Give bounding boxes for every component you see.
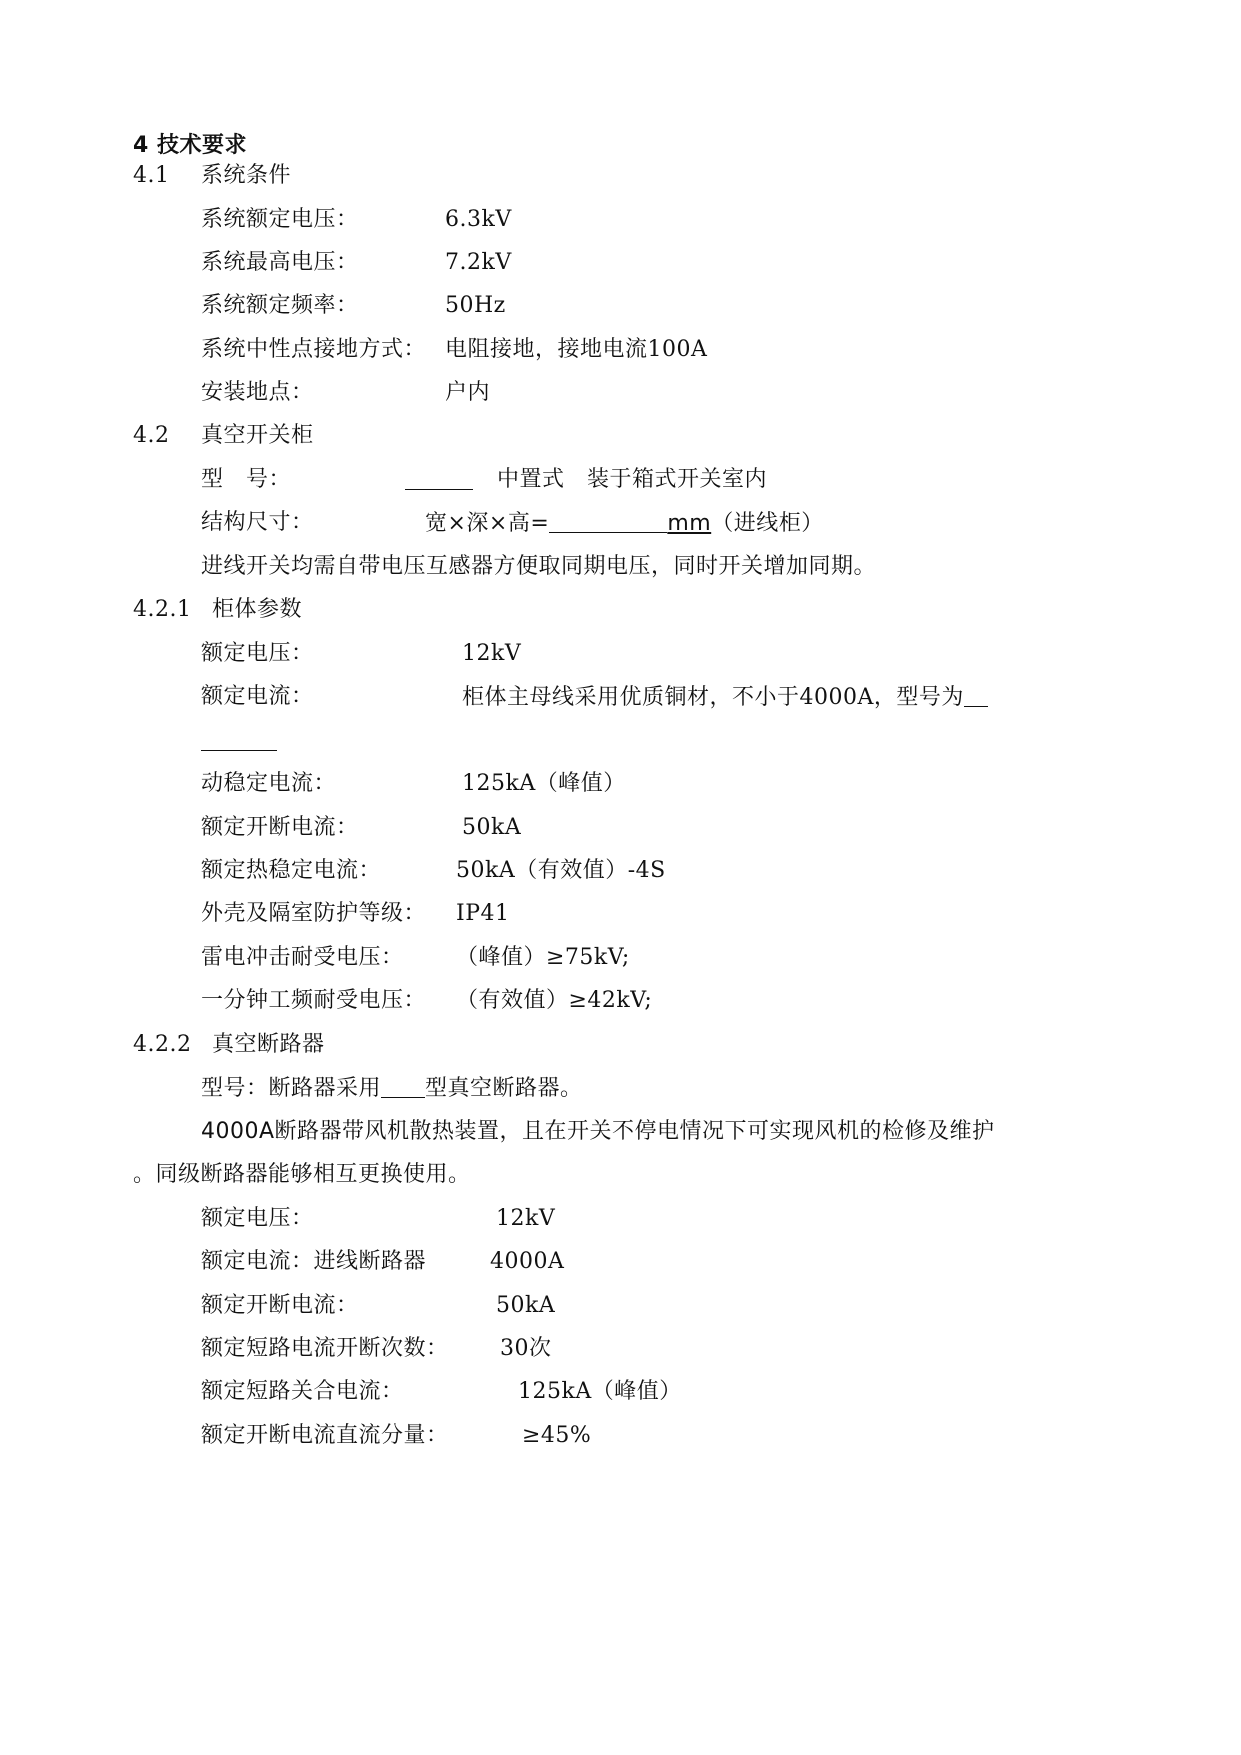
- param-label: 额定开断电流直流分量：: [201, 1423, 449, 1448]
- model-blank: [405, 465, 473, 496]
- busbar-blank: [964, 682, 988, 707]
- param-label: 一分钟工频耐受电压：: [201, 988, 427, 1013]
- breaker-model-suffix: 型真空断路器。: [425, 1076, 583, 1101]
- param-value: 125kA（峰值）: [518, 1379, 682, 1404]
- param-value: 电阻接地，接地电流100A: [445, 337, 708, 362]
- param-label: 系统最高电压：: [201, 250, 359, 275]
- model-value: 中置式 装于箱式开关室内: [497, 467, 768, 492]
- pt-note: 进线开关均需自带电压互感器方便取同期电压，同时开关增加同期。: [201, 554, 877, 579]
- section-4-2-number: 4.2: [133, 423, 170, 448]
- dims-formula: 宽×深×高=: [425, 511, 550, 536]
- busbar-text: 柜体主母线采用优质铜材，不小于4000A，型号为: [462, 685, 964, 710]
- param-value: 6.3kV: [445, 207, 512, 232]
- section-heading: 4 技术要求: [133, 133, 247, 158]
- param-label: 动稳定电流：: [201, 771, 337, 796]
- section-4-2-2-number: 4.2.2: [133, 1032, 192, 1057]
- param-value: 7.2kV: [445, 250, 512, 275]
- param-label: 外壳及隔室防护等级：: [201, 901, 427, 926]
- param-value: 12kV: [462, 641, 522, 666]
- param-value: 12kV: [496, 1206, 556, 1231]
- param-label: 系统额定频率：: [201, 293, 359, 318]
- param-label: 额定开断电流：: [201, 1293, 359, 1318]
- param-value: 50kA: [462, 815, 522, 840]
- breaker-fan-body: 断路器带风机散热装置，且在开关不停电情况下可实现风机的检修及维护: [274, 1119, 995, 1144]
- section-4-1-title: 系统条件: [201, 163, 292, 188]
- dims-value: [425, 508, 824, 539]
- param-label: 安装地点：: [201, 380, 314, 405]
- param-value: [462, 682, 988, 713]
- param-value: ≥45%: [522, 1423, 592, 1448]
- param-value: 户内: [445, 380, 491, 405]
- param-value: 50kA: [496, 1293, 556, 1318]
- busbar-blank-continued: [201, 726, 277, 757]
- param-value: （有效值）≥42kV;: [456, 988, 653, 1013]
- param-label: 额定电流：: [201, 684, 314, 709]
- param-label: 系统额定电压：: [201, 207, 359, 232]
- param-label: 雷电冲击耐受电压：: [201, 945, 404, 970]
- param-label: 额定热稳定电流：: [201, 858, 382, 883]
- param-value: 50kA（有效值）-4S: [456, 858, 666, 883]
- model-label: 型 号：: [201, 467, 292, 492]
- breaker-model: [201, 1073, 583, 1104]
- section-4-1-number: 4.1: [133, 163, 170, 188]
- param-value: 4000A: [490, 1249, 565, 1274]
- section-4-2-title: 真空开关柜: [201, 423, 314, 448]
- param-value: 30次: [500, 1336, 552, 1361]
- breaker-model-prefix: 型号：断路器采用: [201, 1076, 382, 1101]
- dims-blank: [549, 508, 667, 533]
- param-value: （峰值）≥75kV;: [456, 945, 630, 970]
- param-value: 125kA（峰值）: [462, 771, 626, 796]
- breaker-model-blank: [381, 1073, 425, 1098]
- param-value: 50Hz: [445, 293, 506, 318]
- section-4-2-1-title: 柜体参数: [212, 597, 303, 622]
- param-label: 额定开断电流：: [201, 815, 359, 840]
- param-label: 额定电流：进线断路器: [201, 1249, 427, 1274]
- dims-unit: mm: [667, 511, 712, 536]
- param-label: 系统中性点接地方式：: [201, 337, 427, 362]
- dims-label: 结构尺寸：: [201, 510, 314, 535]
- param-label: 额定电压：: [201, 641, 314, 666]
- breaker-fan-text: [201, 1117, 995, 1147]
- param-label: 额定电压：: [201, 1206, 314, 1231]
- param-value: IP41: [456, 901, 510, 926]
- breaker-fan-lead: 4000A: [201, 1119, 275, 1144]
- param-label: 额定短路关合电流：: [201, 1379, 404, 1404]
- dims-suffix: （进线柜）: [711, 511, 824, 536]
- section-4-2-2-title: 真空断路器: [212, 1032, 325, 1057]
- param-label: 额定短路电流开断次数：: [201, 1336, 449, 1361]
- section-4-2-1-number: 4.2.1: [133, 597, 192, 622]
- breaker-fan-continued: 。同级断路器能够相互更换使用。: [133, 1162, 471, 1187]
